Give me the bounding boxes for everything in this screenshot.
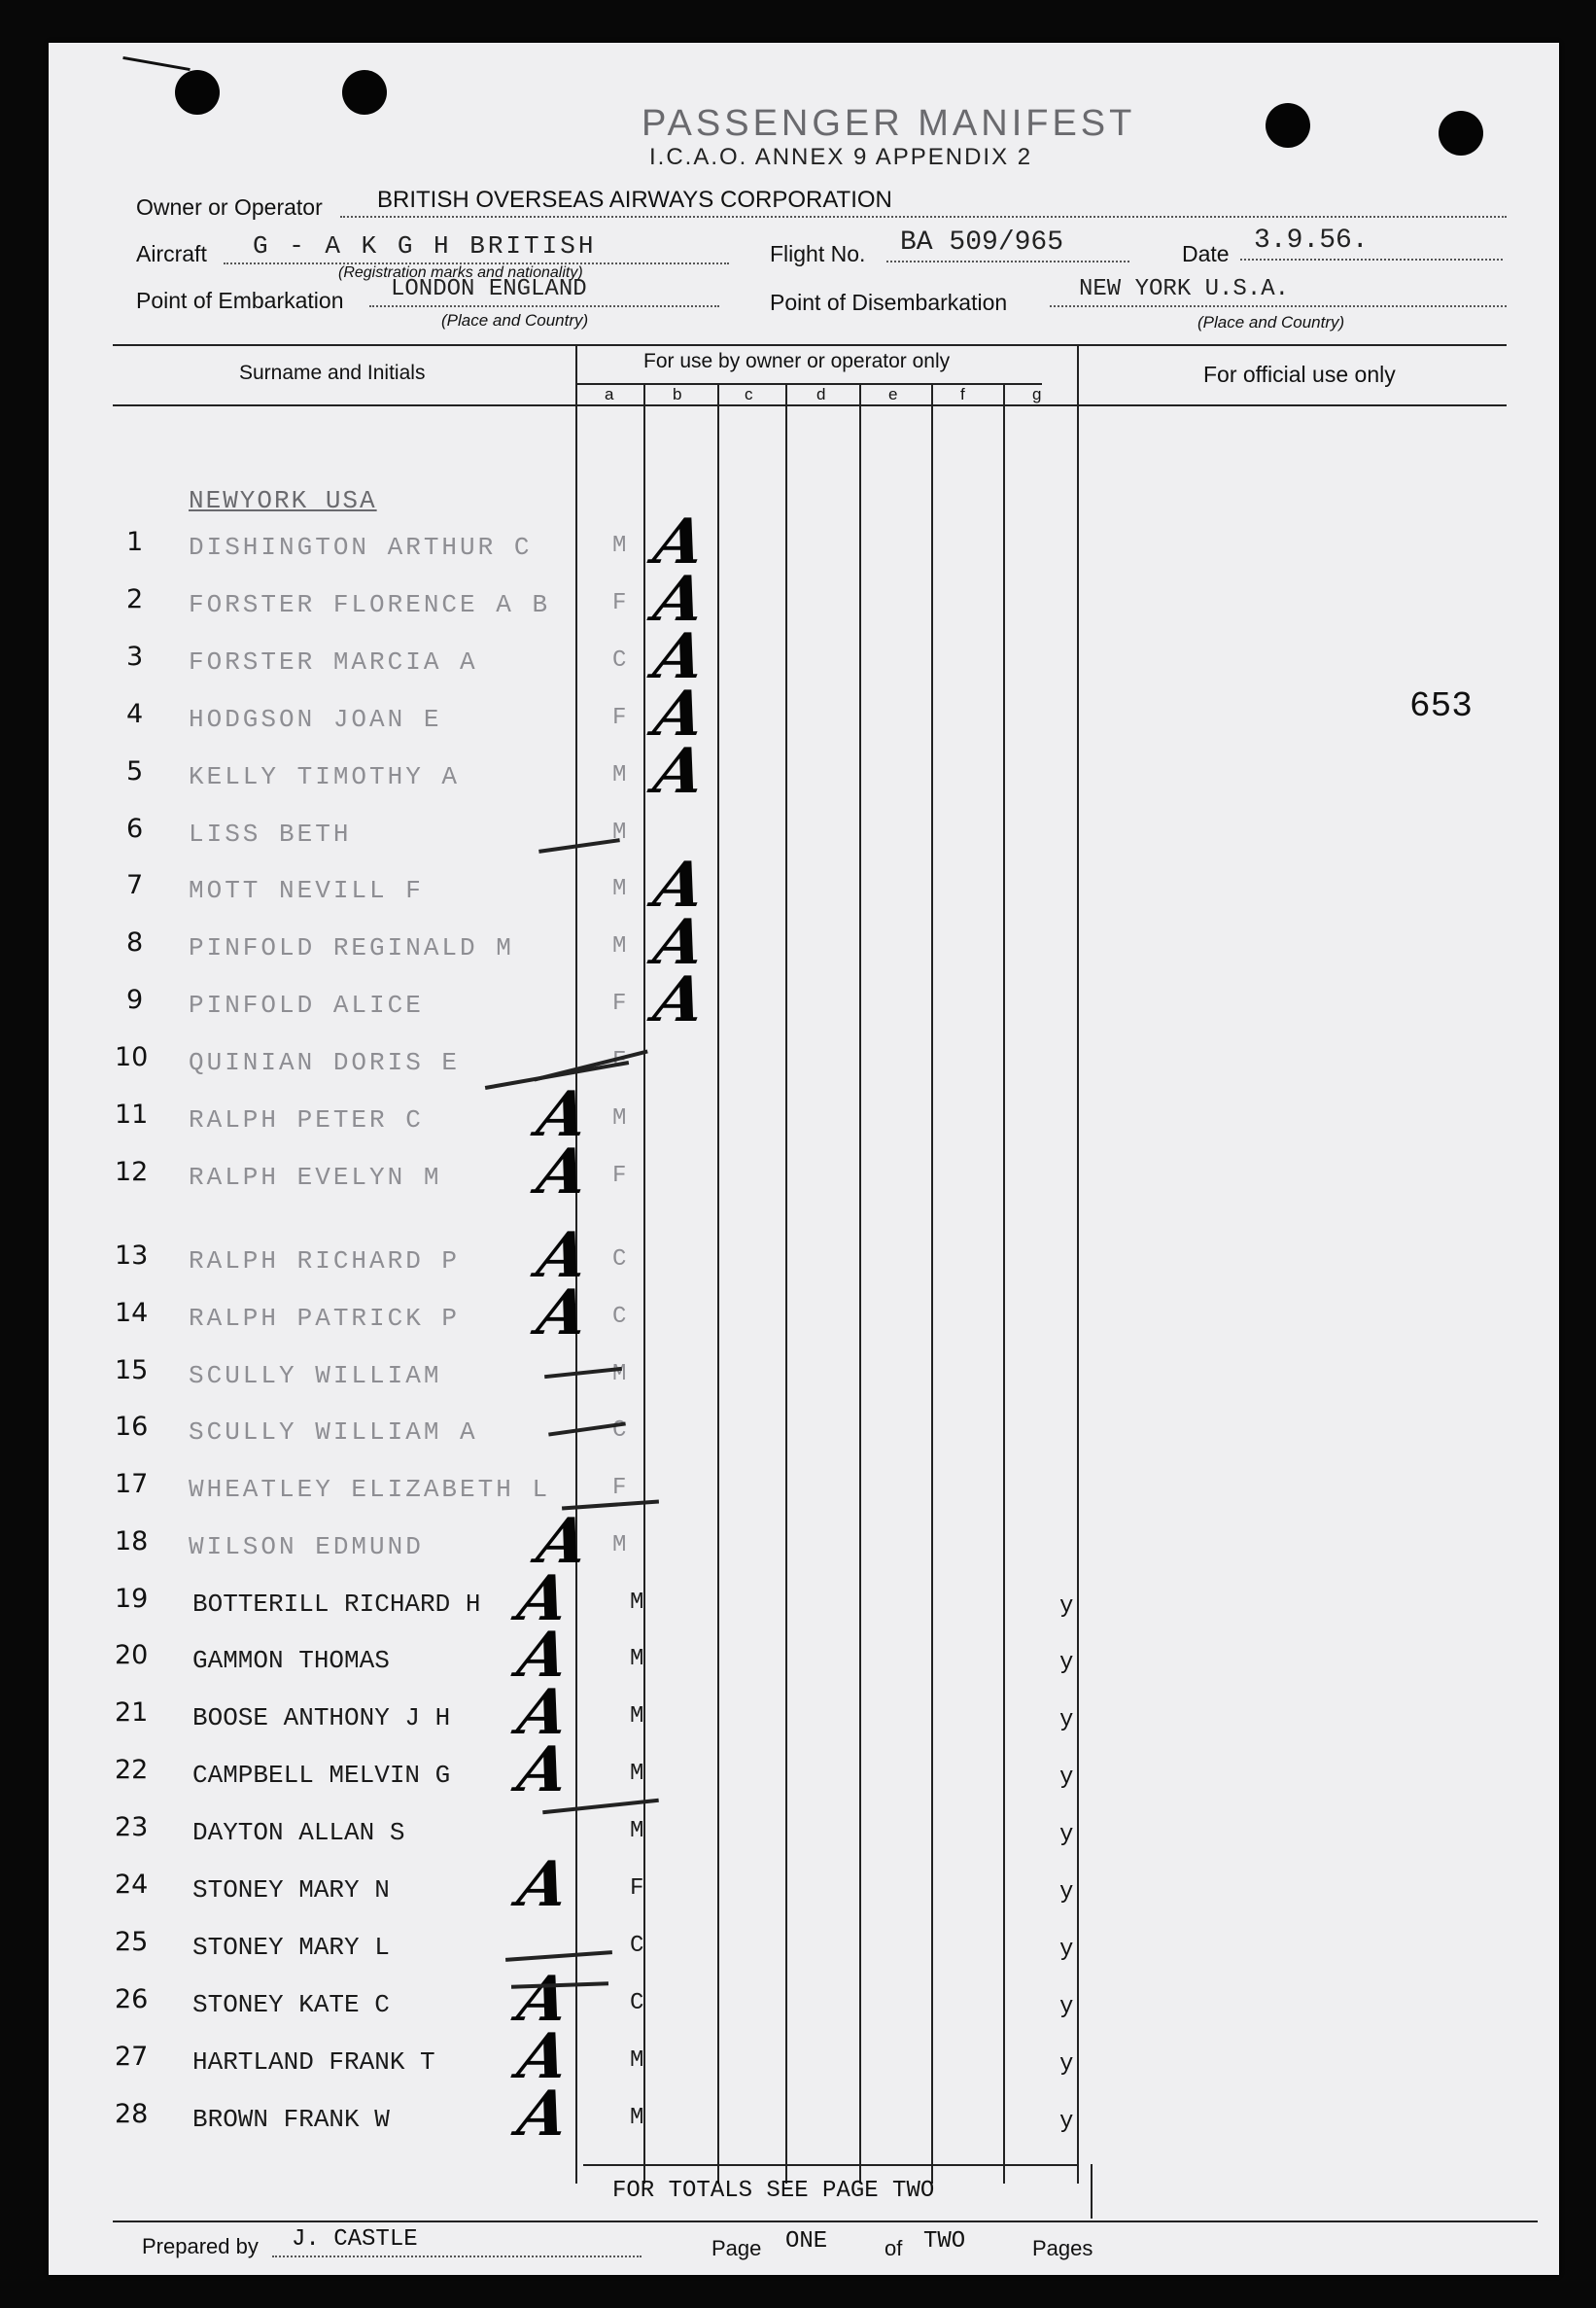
row-number: 9	[126, 985, 144, 1015]
passenger-name: BROWN FRANK W	[192, 2105, 390, 2134]
row-number: 20	[115, 1640, 149, 1670]
row-number: 5	[126, 756, 144, 787]
row-number: 7	[126, 870, 144, 900]
passenger-name: WHEATLEY ELIZABETH L	[189, 1475, 551, 1504]
passenger-category: M	[612, 820, 627, 846]
table-bottom-rule	[113, 2221, 1538, 2222]
row-number: 24	[115, 1870, 149, 1900]
row-number: 6	[126, 814, 144, 844]
passenger-name: RALPH PATRICK P	[189, 1304, 461, 1333]
column-g-mark: y	[1059, 1765, 1074, 1791]
handwritten-mark: A	[648, 906, 711, 979]
passenger-category: C	[612, 1417, 627, 1444]
handwritten-mark: A	[648, 849, 711, 922]
row-number: 26	[115, 1984, 149, 2014]
handwritten-mark: A	[512, 1562, 574, 1635]
column-letter-a: a	[605, 385, 614, 403]
owner-value: BRITISH OVERSEAS AIRWAYS CORPORATION	[377, 187, 892, 213]
passenger-category: F	[630, 1875, 644, 1902]
passenger-category: M	[612, 933, 627, 960]
official-number: 653	[1409, 686, 1473, 726]
handwritten-mark: A	[512, 1848, 574, 1921]
handwritten-mark: A	[532, 1136, 594, 1208]
passenger-category: M	[630, 1761, 644, 1787]
flight-label: Flight No.	[770, 241, 866, 266]
passenger-name: STONEY MARY N	[192, 1875, 390, 1905]
handwritten-mark: A	[512, 2078, 574, 2151]
column-g-mark: y	[1059, 1707, 1074, 1733]
owner-dotted-line	[340, 216, 1507, 218]
column-rule	[1091, 2164, 1093, 2219]
passenger-name: PINFOLD REGINALD M	[189, 933, 514, 962]
row-number: 25	[115, 1927, 149, 1957]
of-label: of	[885, 2236, 903, 2260]
passenger-name: DAYTON ALLAN S	[192, 1818, 405, 1847]
column-letter-g: g	[1032, 385, 1042, 403]
table-top-rule	[113, 344, 1507, 346]
row-number: 17	[115, 1469, 149, 1499]
passenger-name: MOTT NEVILL F	[189, 876, 424, 905]
column-letter-e: e	[888, 385, 898, 403]
passenger-category: M	[612, 1105, 627, 1132]
row-number: 28	[115, 2099, 149, 2129]
page-title: PASSENGER MANIFEST	[642, 103, 1136, 144]
passenger-category: C	[612, 647, 627, 674]
owner-use-header: For use by owner or operator only	[643, 350, 951, 372]
row-number: 15	[115, 1355, 149, 1385]
disembark-dotted-line	[1050, 305, 1507, 307]
passenger-category: M	[630, 2047, 644, 2074]
row-number: 16	[115, 1412, 149, 1442]
row-number: 23	[115, 1812, 149, 1842]
passenger-name: SCULLY WILLIAM	[189, 1361, 442, 1390]
pen-strike	[534, 1050, 647, 1082]
date-label: Date	[1182, 241, 1230, 266]
totals-note: FOR TOTALS SEE PAGE TWO	[612, 2178, 935, 2204]
pen-strike	[505, 1950, 612, 1962]
column-rule	[717, 385, 719, 2184]
passenger-name: QUINIAN DORIS E	[189, 1048, 461, 1077]
pen-stroke	[122, 56, 190, 71]
handwritten-mark: A	[532, 1505, 594, 1578]
passenger-category: C	[630, 1933, 644, 1959]
column-g-mark: y	[1059, 1879, 1074, 1906]
surname-column-header: Surname and Initials	[239, 362, 426, 384]
passenger-category: F	[612, 1475, 627, 1501]
owner-subheader-rule	[575, 383, 1042, 385]
column-rule	[643, 385, 645, 2184]
passenger-category: C	[612, 1304, 627, 1330]
embark-dotted-line	[369, 305, 719, 307]
disembark-label: Point of Disembarkation	[770, 290, 1008, 315]
table-header-rule	[113, 404, 1507, 406]
page-label: Page	[711, 2236, 762, 2260]
passenger-category: C	[630, 1990, 644, 2016]
column-g-mark: y	[1059, 1593, 1074, 1620]
column-letter-c: c	[745, 385, 753, 403]
passenger-name: STONEY KATE C	[192, 1990, 390, 2019]
handwritten-mark: A	[532, 1219, 594, 1292]
column-g-mark: y	[1059, 1937, 1074, 1963]
row-number: 19	[115, 1584, 149, 1614]
punch-hole	[342, 70, 387, 115]
passenger-name: HARTLAND FRANK T	[192, 2047, 435, 2077]
of-value: TWO	[923, 2228, 966, 2255]
passenger-category: F	[612, 705, 627, 731]
passenger-name: WILSON EDMUND	[189, 1532, 424, 1561]
row-number: 8	[126, 927, 144, 958]
row-number: 10	[115, 1042, 149, 1072]
passenger-category: M	[630, 2105, 644, 2131]
passenger-category: M	[630, 1590, 644, 1616]
date-value: 3.9.56.	[1254, 226, 1369, 256]
passenger-category: F	[612, 590, 627, 616]
embark-note: (Place and Country)	[441, 311, 589, 330]
handwritten-mark: A	[648, 620, 711, 693]
registration-note: (Registration marks and nationality)	[338, 264, 583, 281]
aircraft-value: G - A K G H BRITISH	[253, 231, 597, 261]
handwritten-mark: A	[648, 506, 711, 578]
passenger-name: KELLY TIMOTHY A	[189, 762, 461, 791]
punch-hole	[175, 70, 220, 115]
passenger-name: RALPH RICHARD P	[189, 1246, 461, 1276]
column-rule	[1077, 344, 1079, 2184]
disembark-note: (Place and Country)	[1197, 313, 1345, 332]
handwritten-mark: A	[512, 1733, 574, 1806]
passenger-category: M	[612, 1532, 627, 1558]
passenger-name: CAMPBELL MELVIN G	[192, 1761, 451, 1790]
row-number: 21	[115, 1697, 149, 1728]
embark-value: LONDON ENGLAND	[391, 276, 587, 302]
handwritten-mark: A	[512, 1963, 574, 2036]
punch-hole	[1266, 103, 1310, 148]
passenger-name: GAMMON THOMAS	[192, 1646, 390, 1675]
handwritten-mark: A	[532, 1078, 594, 1151]
handwritten-mark: A	[648, 678, 711, 751]
column-letter-f: f	[960, 385, 965, 403]
passenger-name: BOOSE ANTHONY J H	[192, 1703, 451, 1732]
flight-value: BA 509/965	[900, 227, 1064, 258]
passenger-name: FORSTER MARCIA A	[189, 647, 478, 677]
embark-label: Point of Embarkation	[136, 288, 344, 313]
punch-hole	[1439, 111, 1483, 156]
row-number: 22	[115, 1755, 149, 1785]
passenger-category: F	[612, 1048, 627, 1074]
passenger-category: M	[630, 1703, 644, 1730]
passenger-name: LISS BETH	[189, 820, 352, 849]
manifest-sheet	[49, 43, 1559, 2275]
handwritten-mark: A	[512, 1676, 574, 1749]
passenger-name: RALPH EVELYN M	[189, 1163, 442, 1192]
passenger-name: STONEY MARY L	[192, 1933, 390, 1962]
row-number: 11	[115, 1100, 149, 1130]
row-number: 18	[115, 1526, 149, 1556]
aircraft-label: Aircraft	[136, 241, 207, 266]
row-number: 2	[126, 584, 144, 614]
handwritten-mark: A	[512, 2020, 574, 2093]
passenger-category: F	[612, 1163, 627, 1189]
column-rule	[785, 385, 787, 2184]
passenger-category: M	[612, 533, 627, 559]
passenger-name: PINFOLD ALICE	[189, 991, 424, 1020]
passenger-name: DISHINGTON ARTHUR C	[189, 533, 533, 562]
passenger-name: BOTTERILL RICHARD H	[192, 1590, 481, 1619]
row-number: 14	[115, 1298, 149, 1328]
totals-rule	[583, 2164, 1079, 2166]
handwritten-mark: A	[648, 563, 711, 636]
flight-dotted-line	[886, 261, 1129, 262]
column-g-mark: y	[1059, 1822, 1074, 1848]
column-g-mark: y	[1059, 1650, 1074, 1676]
disembark-value: NEW YORK U.S.A.	[1079, 276, 1290, 302]
prepared-dotted-line	[272, 2256, 642, 2257]
pen-strike	[538, 838, 620, 854]
handwritten-mark: A	[648, 963, 711, 1036]
passenger-name: RALPH PETER C	[189, 1105, 424, 1135]
passenger-name: FORSTER FLORENCE A B	[189, 590, 551, 619]
pen-strike	[544, 1367, 622, 1379]
row-number: 1	[126, 527, 144, 557]
passenger-name: SCULLY WILLIAM A	[189, 1417, 478, 1447]
row-number: 27	[115, 2042, 149, 2072]
column-letter-b: b	[673, 385, 682, 403]
row-number: 13	[115, 1241, 149, 1271]
section-heading: NEWYORK USA	[189, 486, 377, 515]
pages-label: Pages	[1032, 2236, 1093, 2260]
column-letter-d: d	[816, 385, 826, 403]
handwritten-mark: A	[532, 1276, 594, 1349]
passenger-name: HODGSON JOAN E	[189, 705, 442, 734]
row-number: 3	[126, 642, 144, 672]
passenger-category: M	[612, 876, 627, 902]
handwritten-mark: A	[512, 1619, 574, 1692]
page-subtitle: I.C.A.O. ANNEX 9 APPENDIX 2	[649, 144, 1033, 170]
date-dotted-line	[1240, 259, 1503, 261]
row-number: 4	[126, 699, 144, 729]
column-rule	[859, 385, 861, 2184]
column-g-mark: y	[1059, 2109, 1074, 2135]
page-value: ONE	[785, 2228, 828, 2255]
passenger-category: F	[612, 991, 627, 1017]
column-rule	[1003, 385, 1005, 2184]
column-rule	[931, 385, 933, 2184]
official-use-header: For official use only	[1203, 362, 1396, 387]
owner-label: Owner or Operator	[136, 194, 323, 220]
prepared-by-value: J. CASTLE	[292, 2226, 418, 2253]
passenger-category: M	[612, 1361, 627, 1387]
handwritten-mark: A	[648, 735, 711, 808]
column-g-mark: y	[1059, 2051, 1074, 2078]
prepared-by-label: Prepared by	[142, 2234, 259, 2258]
passenger-category: M	[630, 1646, 644, 1672]
row-number: 12	[115, 1157, 149, 1187]
passenger-category: M	[630, 1818, 644, 1844]
passenger-category: C	[612, 1246, 627, 1273]
column-g-mark: y	[1059, 1994, 1074, 2020]
passenger-category: M	[612, 762, 627, 788]
